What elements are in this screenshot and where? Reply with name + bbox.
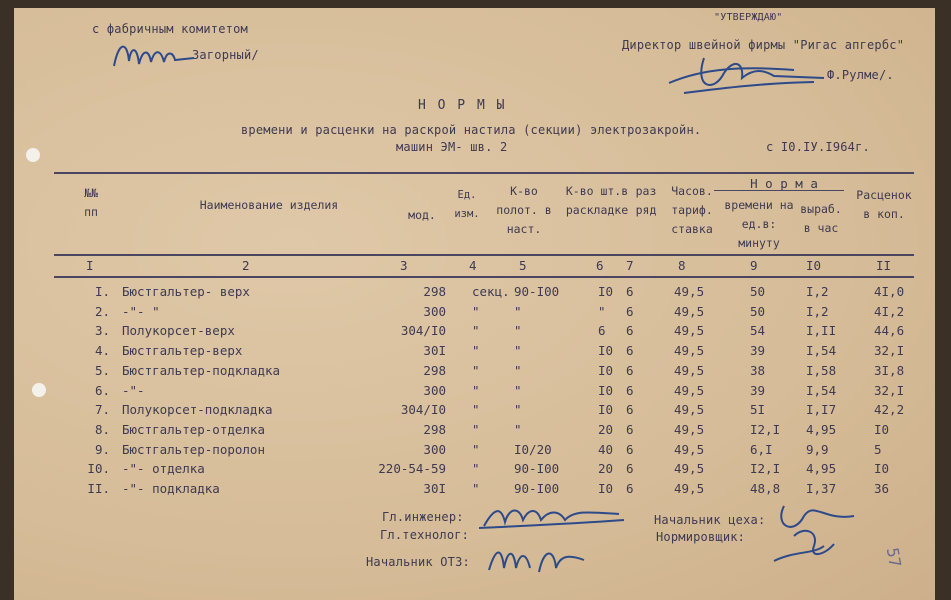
- document-heading: Н О Р М Ы: [418, 98, 507, 113]
- cell-name: -"- отделка: [122, 461, 205, 477]
- cell-rate: 49,5: [674, 362, 705, 378]
- cell-mod: 298: [423, 362, 446, 378]
- cell-rate: 49,5: [674, 441, 705, 457]
- cell-price: 32,I: [874, 343, 905, 359]
- cell-price: 32,I: [874, 382, 905, 398]
- cell-plies: I0/20: [514, 441, 552, 457]
- col-header-output: выраб. в час: [800, 202, 842, 235]
- cell-grade: 6: [626, 382, 634, 398]
- cell-n: 9.: [94, 441, 110, 457]
- cell-mod: 304/I0: [400, 323, 446, 339]
- cell-output: 4,95: [806, 421, 837, 437]
- cell-time: 39: [750, 382, 766, 398]
- cell-time: I2,I: [750, 461, 781, 477]
- cell-pcs: 20: [598, 421, 614, 437]
- cell-unit: ": [472, 421, 480, 437]
- table-row: [14, 442, 935, 461]
- cell-pcs: I0: [598, 362, 614, 378]
- table-row: [14, 304, 935, 323]
- col-num: I0: [806, 258, 822, 273]
- cell-mod: 300: [423, 382, 446, 398]
- cell-rate: 49,5: [674, 323, 705, 339]
- col-header-name: Наименование изделия: [199, 198, 339, 212]
- col-header-mod: мод.: [408, 208, 436, 222]
- col-header-price: Расценок в коп.: [856, 188, 912, 221]
- cell-name: Бюстгальтер-отделка: [122, 421, 265, 437]
- cell-n: 8.: [94, 421, 110, 437]
- cell-rate: 49,5: [674, 421, 705, 437]
- chief-engineer-label: Гл.инженер:: [382, 510, 464, 524]
- table-row: [14, 383, 935, 402]
- cell-n: 6.: [94, 382, 110, 398]
- cell-time: 5I: [750, 402, 766, 418]
- punch-hole: [26, 148, 40, 162]
- cell-plies: 90-I00: [514, 461, 560, 477]
- cell-price: 36: [874, 481, 890, 496]
- cell-grade: 6: [626, 421, 634, 437]
- cell-unit: ": [472, 481, 480, 496]
- cell-grade: 6: [626, 323, 634, 339]
- cell-name: -"- подкладка: [122, 481, 220, 496]
- cell-price: I0: [874, 421, 890, 437]
- cell-rate: 49,5: [674, 284, 705, 299]
- cell-unit: ": [472, 303, 480, 319]
- cell-name: Полукорсет-верх: [122, 323, 235, 339]
- cell-name: Полукорсет-подкладка: [122, 402, 273, 418]
- cell-mod: 300: [423, 303, 446, 319]
- cell-unit: ": [472, 382, 480, 398]
- cell-price: 4I,2: [874, 303, 905, 319]
- cell-time: 48,8: [750, 481, 781, 496]
- cell-time: 39: [750, 343, 766, 359]
- cell-unit: ": [472, 343, 480, 359]
- cell-output: I,37: [806, 481, 837, 496]
- table-row: [14, 323, 935, 342]
- cell-unit: ": [472, 402, 480, 418]
- cell-pcs: I0: [598, 402, 614, 418]
- document-subtitle-2: машин ЭМ- шв. 2: [396, 140, 508, 154]
- table-row: [14, 343, 935, 362]
- chief-technologist-label: Гл.технолог:: [380, 528, 470, 542]
- signature-director: [664, 48, 834, 108]
- cell-plies: ": [514, 343, 522, 359]
- cell-unit: ": [472, 441, 480, 457]
- cell-unit: секц.: [472, 284, 510, 299]
- table-row: [14, 422, 935, 441]
- cell-name: Бюстгальтер- верх: [122, 284, 250, 299]
- cell-price: 3I,8: [874, 362, 905, 378]
- cell-plies: 90-I00: [514, 284, 560, 299]
- cell-output: I,I7: [806, 402, 837, 418]
- col-header-plies: К-во полот. в наст.: [496, 184, 552, 236]
- signature-ots: [484, 538, 604, 578]
- cell-name: -"-: [122, 382, 145, 398]
- col-num: I: [86, 258, 94, 273]
- col-num: 3: [400, 258, 408, 273]
- col-num: 2: [242, 258, 250, 273]
- cell-grade: 6: [626, 481, 634, 496]
- cell-plies: ": [514, 421, 522, 437]
- cell-grade: 6: [626, 343, 634, 359]
- table-row: [14, 284, 935, 303]
- cell-name: Бюстгальтер-поролон: [122, 441, 265, 457]
- cell-time: 6,I: [750, 441, 773, 457]
- cell-time: 54: [750, 323, 766, 339]
- cell-output: I,2: [806, 284, 829, 299]
- col-header-norma: Н о р м а: [750, 176, 818, 191]
- cell-n: II.: [87, 481, 110, 496]
- cell-rate: 49,5: [674, 481, 705, 496]
- cell-output: I,54: [806, 343, 837, 359]
- normer-label: Нормировщик:: [656, 530, 746, 544]
- cell-n: 4.: [94, 343, 110, 359]
- signature-shop-head: [764, 496, 874, 566]
- director-line: Директор швейной фирмы "Ригас апгербс": [622, 38, 905, 52]
- signature-left: [109, 36, 199, 76]
- cell-plies: ": [514, 362, 522, 378]
- ots-head-label: Начальник ОТЗ:: [366, 555, 470, 569]
- cell-plies: ": [514, 402, 522, 418]
- cell-price: I0: [874, 461, 890, 477]
- cell-output: I,II: [806, 323, 837, 339]
- cell-time: 38: [750, 362, 766, 378]
- cell-plies: ": [514, 303, 522, 319]
- effective-date: с I0.IУ.I964г.: [766, 140, 870, 154]
- cell-name: -"- ": [122, 303, 160, 319]
- cell-unit: ": [472, 323, 480, 339]
- col-header-unit: Ед. изм.: [454, 189, 480, 220]
- signature-chief-engineer: [479, 498, 629, 534]
- cell-grade: 6: [626, 362, 634, 378]
- cell-unit: ": [472, 362, 480, 378]
- cell-plies: 90-I00: [514, 481, 560, 496]
- cell-output: 4,95: [806, 461, 837, 477]
- cell-grade: 6: [626, 284, 634, 299]
- cell-output: 9,9: [806, 441, 829, 457]
- col-header-pcs: К-во шт.в раскладке: [565, 184, 629, 217]
- cell-mod: 298: [423, 421, 446, 437]
- cell-rate: 49,5: [674, 343, 705, 359]
- cell-grade: 6: [626, 402, 634, 418]
- header-separator: [54, 254, 914, 256]
- col-num: 8: [678, 258, 686, 273]
- cell-pcs: 40: [598, 441, 614, 457]
- cell-mod: 30I: [423, 343, 446, 359]
- col-num: II: [876, 258, 892, 273]
- cell-mod: 220-54-59: [378, 461, 446, 477]
- shop-head-label: Начальник цеха:: [654, 513, 766, 527]
- table-row: [14, 363, 935, 382]
- cell-n: I0.: [87, 461, 110, 477]
- document-subtitle: времени и расценки на раскрой настила (секции) электрозакройн.: [241, 123, 702, 137]
- cell-rate: 49,5: [674, 382, 705, 398]
- cell-pcs: ": [598, 303, 606, 319]
- cell-plies: ": [514, 382, 522, 398]
- cell-rate: 49,5: [674, 461, 705, 477]
- cell-pcs: I0: [598, 481, 614, 496]
- cell-pcs: 20: [598, 461, 614, 477]
- cell-mod: 298: [423, 284, 446, 299]
- cell-time: I2,I: [750, 421, 781, 437]
- col-num: 6: [596, 258, 604, 273]
- cell-time: 50: [750, 284, 766, 299]
- cell-plies: ": [514, 323, 522, 339]
- col-header-grade: раз ряд: [635, 184, 657, 217]
- cell-n: 5.: [94, 362, 110, 378]
- cell-output: I,2: [806, 303, 829, 319]
- cell-pcs: I0: [598, 284, 614, 299]
- col-header-rate: Часов. тариф. ставка: [671, 184, 713, 236]
- col-num: 9: [750, 258, 758, 273]
- cell-rate: 49,5: [674, 402, 705, 418]
- col-num: 7: [626, 258, 634, 273]
- cell-output: I,58: [806, 362, 837, 378]
- cell-pcs: I0: [598, 343, 614, 359]
- cell-grade: 6: [626, 461, 634, 477]
- cell-price: 42,2: [874, 402, 905, 418]
- cell-mod: 300: [423, 441, 446, 457]
- cell-name: Бюстгальтер-верх: [122, 343, 243, 359]
- cell-output: I,54: [806, 382, 837, 398]
- col-header-num: №№ пп: [84, 186, 98, 219]
- cell-n: I.: [94, 284, 110, 299]
- col-num: 4: [469, 258, 477, 273]
- column-number-row: [14, 258, 935, 277]
- document-page: [14, 8, 935, 600]
- cell-n: 3.: [94, 323, 110, 339]
- margin-note: 57: [882, 546, 905, 569]
- cell-grade: 6: [626, 303, 634, 319]
- cell-mod: 30I: [423, 481, 446, 496]
- cell-unit: ": [472, 461, 480, 477]
- cell-grade: 6: [626, 441, 634, 457]
- cell-time: 50: [750, 303, 766, 319]
- cell-pcs: 6: [598, 323, 606, 339]
- cell-rate: 49,5: [674, 303, 705, 319]
- right-signer-name: Ф.Рулме/.: [827, 68, 894, 82]
- left-signer-name: Загорный/: [192, 48, 259, 62]
- cell-name: Бюстгальтер-подкладка: [122, 362, 281, 378]
- table-row: [14, 461, 935, 480]
- cell-price: 5: [874, 441, 882, 457]
- approval-stamp: "УТВЕРЖДАЮ": [714, 12, 783, 23]
- cell-n: 2.: [94, 303, 110, 319]
- cell-n: 7.: [94, 402, 110, 418]
- cell-price: 4I,0: [874, 284, 905, 299]
- col-header-time: времени на ед.в: минуту: [724, 198, 794, 250]
- cell-mod: 304/I0: [400, 402, 446, 418]
- factory-committee-line: с фабричным комитетом: [92, 22, 248, 36]
- cell-pcs: I0: [598, 382, 614, 398]
- col-num: 5: [519, 258, 527, 273]
- table-row: [14, 402, 935, 421]
- cell-price: 44,6: [874, 323, 905, 339]
